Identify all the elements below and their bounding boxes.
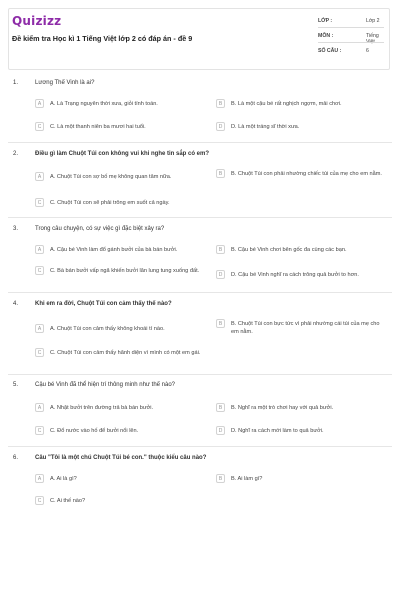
- option-letter: B: [216, 245, 225, 254]
- option-letter: C: [35, 122, 44, 131]
- option-text: C. Chuột Túi con cảm thấy hãnh diện vì mình có một em gái.: [50, 350, 201, 356]
- question-text: Trong câu chuyện, có sự việc gì đặc biệt xảy ra?: [35, 226, 165, 232]
- question-number: 5.: [13, 382, 19, 388]
- question-text: Khi em ra đời, Chuột Túi con cảm thấy thế nào?: [35, 301, 172, 307]
- option-letter: C: [35, 496, 44, 505]
- option-letter: B: [216, 403, 225, 412]
- option-letter: A: [35, 99, 44, 108]
- option-text: B. Chuột Túi con bực tức vì phải nhường cái túi của mẹ cho em nằm.: [231, 321, 380, 335]
- option-letter: B: [216, 169, 225, 178]
- option-a[interactable]: [35, 475, 210, 483]
- option-letter: D: [216, 270, 225, 279]
- option-text: B. Nghĩ ra một trò chơi hay với quả bưởi.: [231, 405, 334, 411]
- option-c[interactable]: [35, 427, 210, 435]
- option-letter: A: [35, 172, 44, 181]
- option-letter: A: [35, 324, 44, 333]
- option-letter: A: [35, 403, 44, 412]
- option-c[interactable]: [35, 123, 205, 131]
- option-b[interactable]: [216, 246, 388, 254]
- option-text: B. Là một cậu bé rất nghịch ngợm, mải chơi.: [231, 101, 342, 107]
- option-letter: C: [35, 348, 44, 357]
- option-d[interactable]: [216, 427, 388, 435]
- option-letter: B: [216, 99, 225, 108]
- option-a[interactable]: [35, 246, 213, 254]
- option-letter: D: [216, 122, 225, 131]
- option-text: C. Ai thế nào?: [50, 498, 86, 504]
- option-letter: B: [216, 474, 225, 483]
- option-text: A. Chuột Túi con sợ bố mẹ không quan tâm nữa.: [50, 174, 172, 180]
- option-d[interactable]: [216, 123, 386, 131]
- meta-class-key: LỚP :: [318, 18, 333, 24]
- option-text: B. Chuột Túi con phải nhường chiếc túi của mẹ cho em nằm.: [231, 171, 382, 177]
- meta-count-key: SỐ CÂU :: [318, 48, 342, 54]
- option-text: A. Nhặt bưởi trên đường trả bà bán bưởi.: [50, 405, 154, 411]
- option-letter: C: [35, 426, 44, 435]
- option-c[interactable]: [35, 267, 207, 275]
- divider: [8, 374, 392, 375]
- divider: [8, 142, 392, 143]
- question-number: 3.: [13, 226, 19, 232]
- option-letter: C: [35, 198, 44, 207]
- option-a[interactable]: [35, 325, 210, 333]
- option-letter: B: [216, 319, 225, 328]
- divider: [8, 217, 392, 218]
- option-text: A. Ai là gì?: [50, 476, 77, 482]
- option-c[interactable]: [35, 497, 210, 505]
- question-number: 2.: [13, 151, 19, 157]
- question-number: 4.: [13, 301, 19, 307]
- option-b[interactable]: [216, 475, 388, 483]
- option-text: A. Chuột Túi con cảm thấy không khoái tí nào.: [50, 326, 165, 332]
- meta-count-value: 6: [366, 48, 369, 54]
- option-text: C. Đổ nước vào hố để bưởi nổi lên.: [50, 428, 139, 434]
- question-text: Điều gì làm Chuột Túi con không vui khi nghe tin sắp có em?: [35, 151, 210, 157]
- option-text: C. Bà bán bưởi vấp ngã khiến bưởi lăn lung tung xuống đất.: [50, 268, 200, 274]
- option-letter: D: [216, 426, 225, 435]
- option-c[interactable]: [35, 199, 210, 207]
- option-c[interactable]: [35, 349, 207, 357]
- option-text: C. Là một thanh niên ba mươi hai tuổi.: [50, 124, 146, 130]
- meta-subject-value: Tiếng: [366, 33, 379, 39]
- option-text: B. Cậu bé Vinh chơi bên gốc đa cùng các bạn.: [231, 247, 347, 253]
- option-letter: C: [35, 266, 44, 275]
- option-text: A. Cậu bé Vinh làm đổ gánh bưởi của bà bán bưởi.: [50, 247, 178, 253]
- question-text: Câu "Tôi là một chú Chuột Túi bé con." thuộc kiểu câu nào?: [35, 455, 207, 461]
- divider: [8, 292, 392, 293]
- divider: [8, 446, 392, 447]
- meta-line: [318, 27, 384, 28]
- option-text: D. Cậu bé Vinh nghĩ ra cách trông quả bưởi to hơn.: [231, 272, 359, 278]
- option-text: C. Chuột Túi con sẽ phải trông em suốt cả ngày.: [50, 200, 170, 206]
- option-text: B. Ai làm gì?: [231, 476, 263, 482]
- quiz-title: Đề kiểm tra Học kì 1 Tiếng Việt lớp 2 có đáp án - đề 9: [12, 34, 193, 43]
- quizizz-logo: Quizizz: [12, 14, 62, 28]
- question-number: 1.: [13, 80, 19, 86]
- question-number: 6.: [13, 455, 19, 461]
- option-text: A. Là Trạng nguyên thời xưa, giỏi tính toán.: [50, 101, 158, 107]
- option-text: D. Nghĩ ra cách mới làm to quả bưởi.: [231, 428, 324, 434]
- meta-subject-key: MÔN :: [318, 33, 334, 39]
- option-a[interactable]: [35, 100, 205, 108]
- question-text: Cậu bé Vinh đã thể hiện trí thông minh như thế nào?: [35, 382, 176, 388]
- meta-line: [318, 42, 384, 43]
- option-a[interactable]: [35, 404, 210, 412]
- option-b[interactable]: [216, 100, 386, 108]
- option-text: D. Là một tráng sĩ thời xưa.: [231, 124, 300, 130]
- option-letter: A: [35, 245, 44, 254]
- option-d[interactable]: [216, 271, 388, 279]
- meta-class-value: Lớp 2: [366, 18, 380, 24]
- option-b[interactable]: [216, 404, 388, 412]
- option-b[interactable]: [216, 170, 388, 178]
- option-a[interactable]: [35, 173, 210, 181]
- question-text: Lương Thế Vinh là ai?: [35, 80, 95, 86]
- option-letter: A: [35, 474, 44, 483]
- option-b[interactable]: [216, 320, 388, 336]
